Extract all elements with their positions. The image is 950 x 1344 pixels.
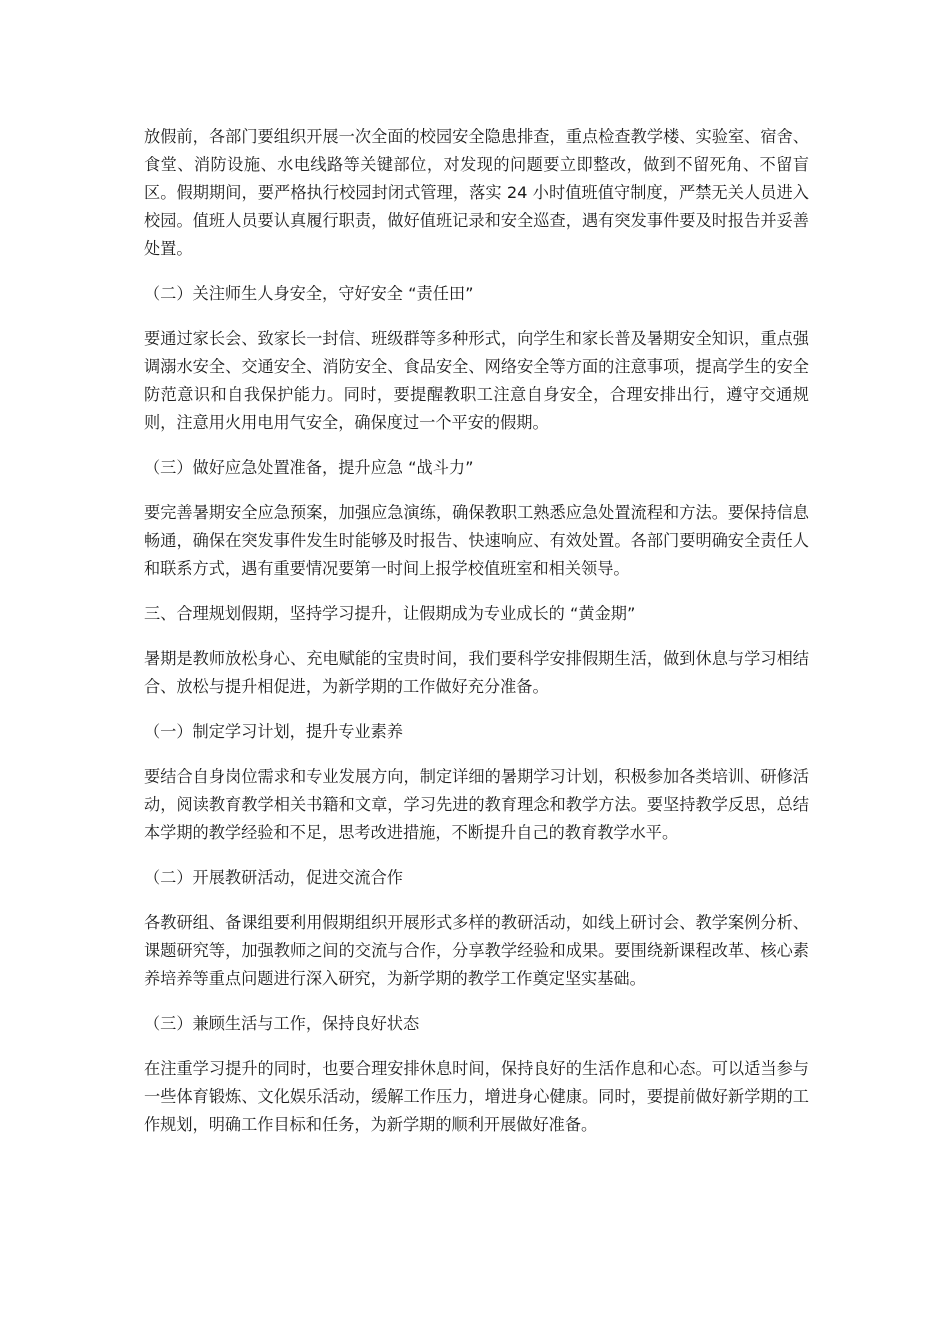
body-paragraph: 放假前，各部门要组织开展一次全面的校园安全隐患排查，重点检查教学楼、实验室、宿舍、食堂、消防设施、水电线路等关键部位，对发现的问题要立即整改，做到不留死角、不留盲区。假期期间，要严格执行校园封闭式管理，落实 24 小时值班值守制度，严禁无关人员进入校园。值班人员要认真履行职责，做好值班记录和安全巡查，遇有突发事件要及时报告并妥善处置。 bbox=[144, 127, 809, 258]
section-heading: （二）开展教研活动，促进交流合作 bbox=[144, 868, 403, 887]
document-body bbox=[144, 123, 809, 1156]
body-paragraph: 要结合自身岗位需求和专业发展方向，制定详细的暑期学习计划，积极参加各类培训、研修活动，阅读教育教学相关书籍和文章，学习先进的教育理念和教学方法。要坚持教学反思，总结本学期的教学经验和不足，思考改进措施，不断提升自己的教育教学水平。 bbox=[144, 767, 809, 842]
body-paragraph: 各教研组、备课组要利用假期组织开展形式多样的教研活动，如线上研讨会、教学案例分析、课题研究等，加强教师之间的交流与合作，分享教学经验和成果。要围绕新课程改革、核心素养培养等重点问题进行深入研究，为新学期的教学工作奠定坚实基础。 bbox=[144, 913, 809, 988]
section-heading: （三）做好应急处置准备，提升应急 “战斗力” bbox=[144, 458, 474, 477]
body-paragraph: 在注重学习提升的同时，也要合理安排休息时间，保持良好的生活作息和心态。可以适当参与一些体育锻炼、文化娱乐活动，缓解工作压力，增进身心健康。同时，要提前做好新学期的工作规划，明确工作目标和任务，为新学期的顺利开展做好准备。 bbox=[144, 1059, 809, 1134]
body-paragraph: 要通过家长会、致家长一封信、班级群等多种形式，向学生和家长普及暑期安全知识，重点强调溺水安全、交通安全、消防安全、食品安全、网络安全等方面的注意事项，提高学生的安全防范意识和自我保护能力。同时，要提醒教职工注意自身安全，合理安排出行，遵守交通规则，注意用火用电用气安全，确保度过一个平安的假期。 bbox=[144, 329, 809, 432]
body-paragraph: 暑期是教师放松身心、充电赋能的宝贵时间，我们要科学安排假期生活，做到休息与学习相结合、放松与提升相促进，为新学期的工作做好充分准备。 bbox=[144, 649, 809, 696]
chapter-heading: 三、合理规划假期，坚持学习提升，让假期成为专业成长的 “黄金期” bbox=[144, 604, 636, 623]
section-heading: （二）关注师生人身安全，守好安全 “责任田” bbox=[144, 284, 474, 303]
section-heading: （一）制定学习计划，提升专业素养 bbox=[144, 722, 403, 741]
section-heading: （三）兼顾生活与工作，保持良好状态 bbox=[144, 1014, 420, 1033]
body-paragraph: 要完善暑期安全应急预案，加强应急演练，确保教职工熟悉应急处置流程和方法。要保持信息畅通，确保在突发事件发生时能够及时报告、快速响应、有效处置。各部门要明确安全责任人和联系方式，遇有重要情况要第一时间上报学校值班室和相关领导。 bbox=[144, 503, 809, 578]
